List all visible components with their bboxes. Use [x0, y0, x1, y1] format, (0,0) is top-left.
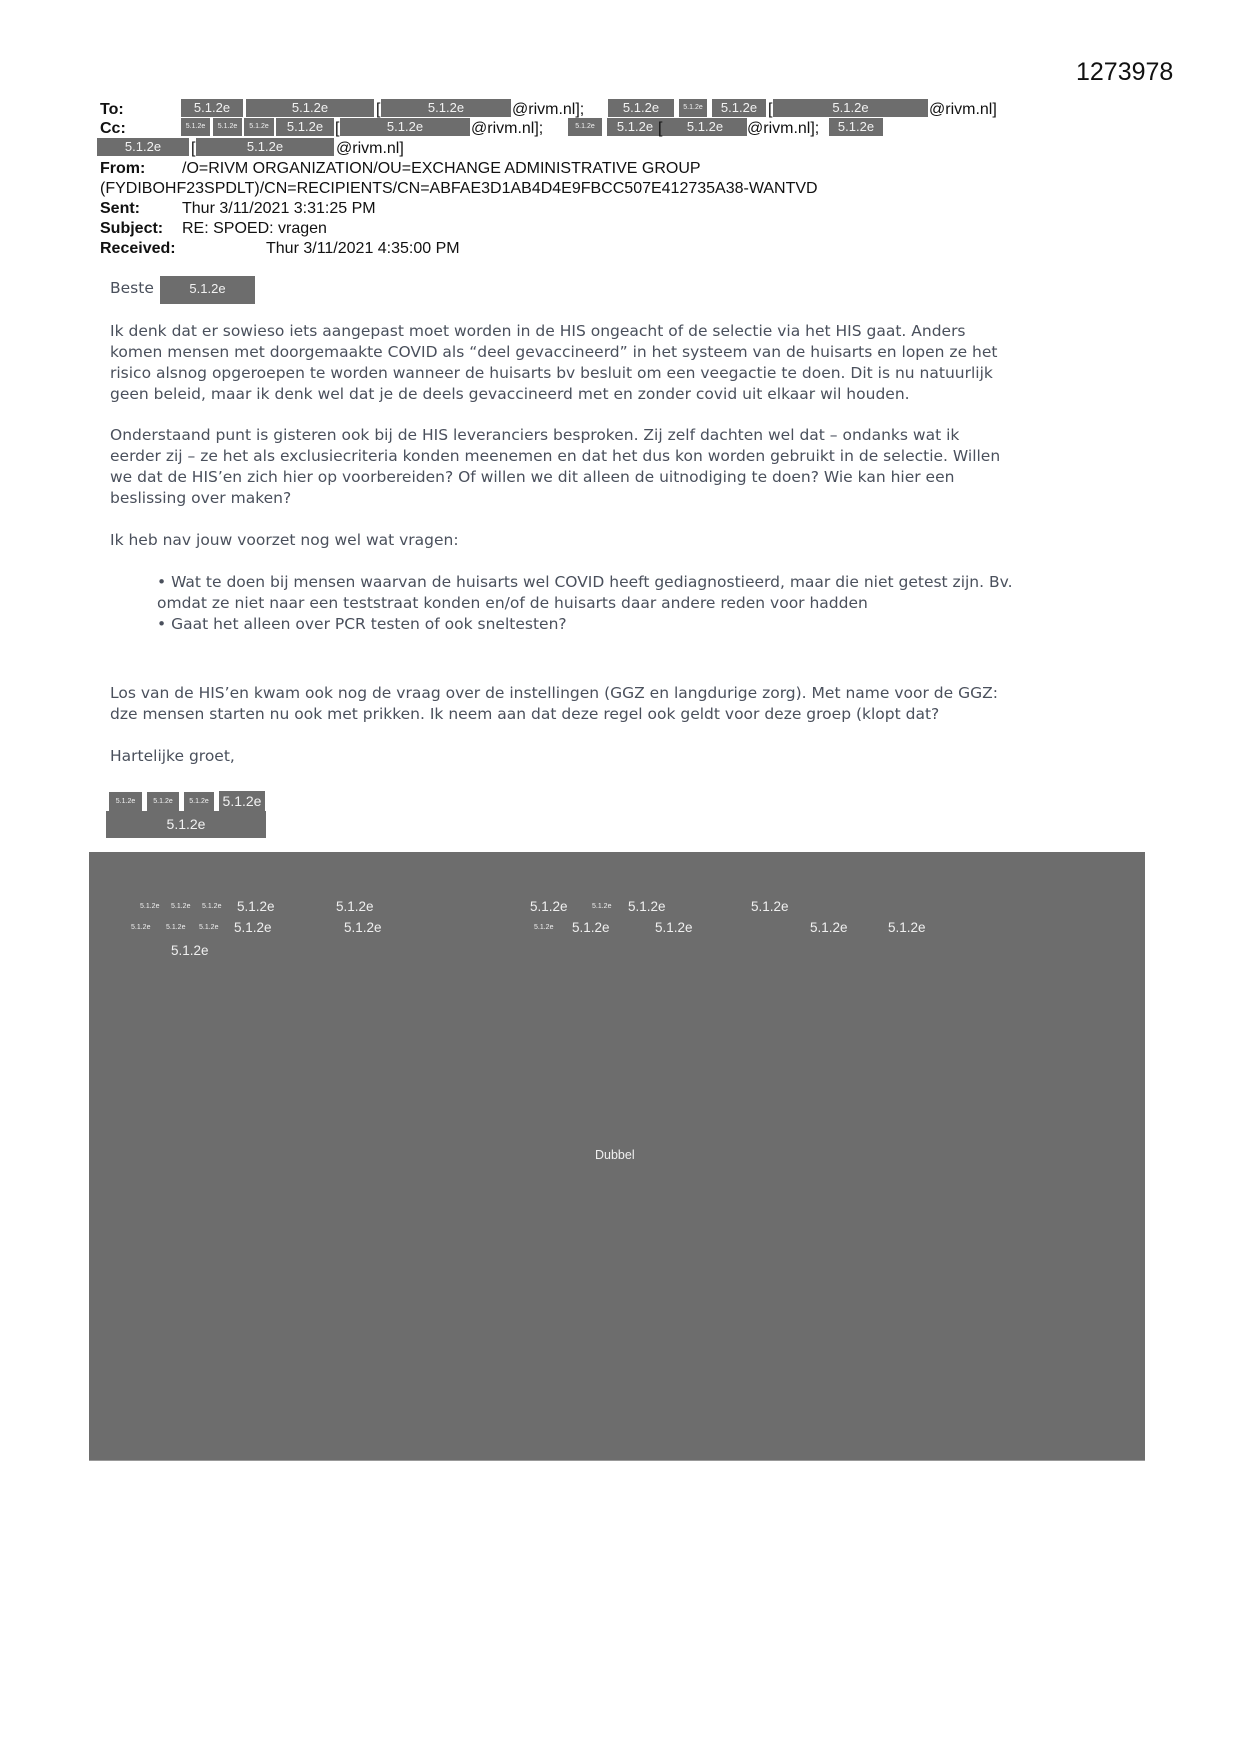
redaction: 5.1.2e — [181, 118, 210, 136]
redaction-label: 5.1.2e — [572, 920, 610, 935]
redaction-label: 5.1.2e — [237, 899, 275, 914]
bullet-2: • Gaat het alleen over PCR testen of ook sneltesten? — [157, 615, 567, 633]
redaction-label: 5.1.2e — [592, 903, 612, 910]
greeting: Beste — [110, 279, 154, 297]
redaction: 5.1.2e — [663, 118, 747, 136]
to-label: To: — [100, 101, 124, 118]
redaction-label: 5.1.2e — [628, 899, 666, 914]
redaction: 5.1.2e — [196, 138, 334, 156]
redaction: 5.1.2e — [97, 138, 189, 156]
redaction-label: 5.1.2e — [131, 924, 151, 931]
redaction-label: 5.1.2e — [171, 903, 191, 910]
bracket: [ — [768, 101, 773, 118]
redaction-label: 5.1.2e — [336, 899, 374, 914]
bracket: [ — [376, 101, 381, 118]
bullet-1-line-1: • Wat te doen bij mensen waarvan de huisarts wel COVID heeft gediagnostieerd, maar die niet getest zijn. Bv. — [157, 573, 1013, 591]
redaction: 5.1.2e — [340, 118, 470, 136]
from-label: From: — [100, 160, 146, 177]
redaction: 5.1.2e — [829, 118, 883, 136]
closing: Hartelijke groet, — [110, 747, 235, 765]
paragraph-4-line-1: Los van de HIS’en kwam ook nog de vraag over de instellingen (GGZ en langdurige zorg). Met name voor de GGZ: — [110, 684, 998, 702]
redaction: 5.1.2e — [219, 791, 265, 812]
from-value: /O=RIVM ORGANIZATION/OU=EXCHANGE ADMINISTRATIVE GROUP — [182, 160, 701, 177]
redaction: 5.1.2e — [381, 99, 511, 117]
redaction: 5.1.2e — [712, 99, 766, 117]
redaction: 5.1.2e — [213, 118, 242, 136]
redaction: 5.1.2e — [773, 99, 928, 117]
redaction-label: 5.1.2e — [751, 899, 789, 914]
bracket: [ — [191, 140, 196, 157]
redaction: 5.1.2e — [276, 118, 334, 136]
bracket: [ — [658, 120, 663, 137]
redaction-label: 5.1.2e — [534, 924, 554, 931]
panel-label: Dubbel — [595, 1148, 635, 1162]
cc-label: Cc: — [100, 120, 126, 137]
redaction: 5.1.2e — [607, 118, 663, 136]
email-domain: @rivm.nl]; — [471, 120, 544, 137]
paragraph-1-line-3: risico alsnog opgeroepen te worden wanneer de huisarts bv besluit om een veegactie te doen. Dit is nu natuurlijk — [110, 364, 993, 382]
paragraph-1-line-1: Ik denk dat er sowieso iets aangepast moet worden in de HIS ongeacht of de selectie via het HIS gaat. Anders — [110, 322, 966, 340]
redacted-panel — [89, 852, 1145, 1461]
sent-label: Sent: — [100, 200, 140, 217]
redaction: 5.1.2e — [181, 99, 243, 117]
redaction-label: 5.1.2e — [234, 920, 272, 935]
redaction: 5.1.2e — [568, 118, 602, 136]
paragraph-1-line-2: komen mensen met doorgemaakte COVID als “deel gevaccineerd” in het systeem van de huisarts en lopen ze het — [110, 343, 998, 361]
redaction: 5.1.2e — [679, 99, 707, 117]
redaction-label: 5.1.2e — [199, 924, 219, 931]
redaction-label: 5.1.2e — [171, 943, 209, 958]
redaction: 5.1.2e — [244, 118, 274, 136]
paragraph-1-line-4: geen beleid, maar ik denk wel dat je de deels gevaccineerd met en zonder covid uit elkaar wil houden. — [110, 385, 910, 403]
paragraph-2-line-3: we dat de HIS’en zich hier op voorbereiden? Of willen we dit alleen de uitnodiging te doen? Wie kan hier een — [110, 468, 955, 486]
redaction: 5.1.2e — [608, 99, 674, 117]
from-value-continued: (FYDIBOHF23SPDLT)/CN=RECIPIENTS/CN=ABFAE3D1AB4D4E9FBCC507E412735A38-WANTVD — [100, 180, 818, 197]
redaction-label: 5.1.2e — [888, 920, 926, 935]
paragraph-2-line-2: eerder zij – ze het als exclusiecriteria konden meenemen en dat het dus kon worden gebruikt in de selectie. Willen — [110, 447, 1001, 465]
paragraph-2-line-4: beslissing over maken? — [110, 489, 292, 507]
email-domain: @rivm.nl] — [336, 140, 404, 157]
redaction: 5.1.2e — [106, 811, 266, 838]
bracket: [ — [335, 120, 340, 137]
redaction: 5.1.2e — [184, 792, 214, 812]
email-domain: @rivm.nl]; — [747, 120, 820, 137]
paragraph-2-line-1: Onderstaand punt is gisteren ook bij de HIS leveranciers besproken. Zij zelf dachten wel dat – ondanks wat ik — [110, 426, 960, 444]
subject-label: Subject: — [100, 220, 164, 237]
redaction-label: 5.1.2e — [530, 899, 568, 914]
received-label: Received: — [100, 240, 176, 257]
redaction-label: 5.1.2e — [202, 903, 222, 910]
redaction-label: 5.1.2e — [140, 903, 160, 910]
redaction-label: 5.1.2e — [166, 924, 186, 931]
subject-value: RE: SPOED: vragen — [182, 220, 327, 237]
redaction: 5.1.2e — [246, 99, 374, 117]
sent-value: Thur 3/11/2021 3:31:25 PM — [182, 200, 376, 217]
email-domain: @rivm.nl] — [929, 101, 997, 118]
bullet-1-line-2: omdat ze niet naar een teststraat konden en/of de huisarts daar andere reden voor hadden — [157, 594, 868, 612]
received-value: Thur 3/11/2021 4:35:00 PM — [266, 240, 460, 257]
redaction: 5.1.2e — [109, 792, 142, 812]
redaction-label: 5.1.2e — [344, 920, 382, 935]
redaction: 5.1.2e — [147, 792, 179, 812]
paragraph-3: Ik heb nav jouw voorzet nog wel wat vragen: — [110, 531, 459, 549]
email-domain: @rivm.nl]; — [512, 101, 585, 118]
redaction-label: 5.1.2e — [655, 920, 693, 935]
document-number: 1273978 — [1076, 58, 1174, 86]
redaction: 5.1.2e — [160, 276, 255, 304]
redaction-label: 5.1.2e — [810, 920, 848, 935]
paragraph-4-line-2: dze mensen starten nu ook met prikken. Ik neem aan dat deze regel ook geldt voor deze groep (klopt dat? — [110, 705, 940, 723]
